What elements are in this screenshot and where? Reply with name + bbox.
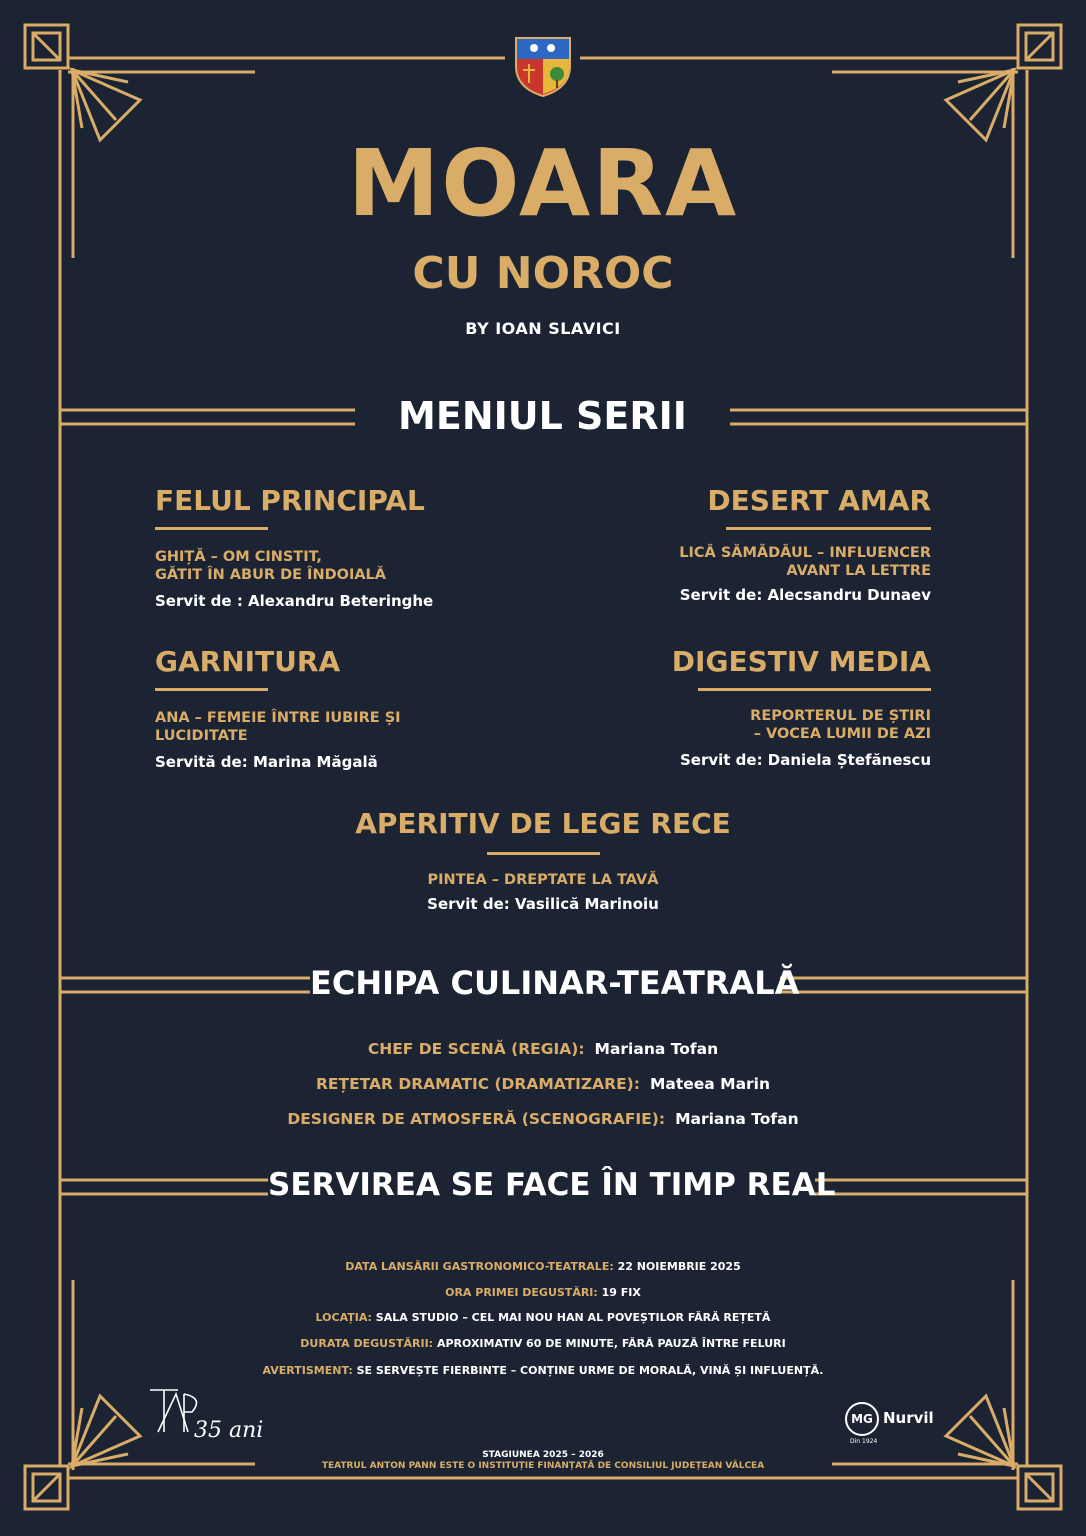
anniversary-text: 35 ani [194, 1418, 264, 1443]
sponsor-since: Din 1924 [850, 1438, 878, 1445]
mg-emblem-icon: MG [845, 1402, 879, 1436]
dish-title: GARNITURA [155, 645, 341, 678]
crew-row-dramatization [0, 1075, 1086, 1093]
info-launch-date [0, 1260, 1086, 1273]
dish-description: REPORTERUL DE ȘTIRI – VOCEA LUMII DE AZI [750, 708, 931, 742]
dish-appetizer [300, 807, 786, 913]
author-byline: BY IOAN SLAVICI [465, 319, 621, 338]
info-label: DATA LANSĂRII GASTRONOMICO-TEATRALE: [345, 1260, 614, 1273]
info-duration [0, 1337, 1086, 1350]
crew-name: Mateea Marin [649, 1075, 771, 1093]
crew-role: REȚETAR DRAMATIC (DRAMATIZARE): [315, 1075, 640, 1093]
info-label: AVERTISMENT: [262, 1364, 353, 1377]
page-title: MOARA [347, 130, 739, 237]
info-value: 22 NOIEMBRIE 2025 [617, 1260, 741, 1273]
info-location [0, 1311, 1086, 1324]
dish-description: ANA – FEMEIE ÎNTRE IUBIRE ȘI LUCIDITATE [155, 710, 401, 744]
dish-title: DIGESTIV MEDIA [671, 645, 931, 678]
crew-role: CHEF DE SCENĂ (REGIA): [367, 1040, 585, 1058]
dish-served-by: Servit de: Daniela Ștefănescu [679, 751, 931, 769]
crew-name: Mariana Tofan [594, 1040, 719, 1058]
info-label: ORA PRIMEI DEGUSTĂRI: [445, 1286, 598, 1299]
info-value: SALA STUDIO – CEL MAI NOU HAN AL POVEȘTILOR FĂRĂ REȚETĂ [375, 1311, 771, 1324]
dish-description: LICĂ SĂMĂDĂUL – INFLUENCER AVANT LA LETTRE [679, 545, 931, 579]
serving-heading: SERVIREA SE FACE ÎN TIMP REAL [268, 1167, 836, 1203]
info-label: DURATA DEGUSTĂRII: [300, 1337, 434, 1350]
info-label: LOCAȚIA: [315, 1311, 372, 1324]
funding-text: TEATRUL ANTON PANN ESTE O INSTITUȚIE FINANȚATĂ DE CONSILIUL JUDEȚEAN VÂLCEA [321, 1461, 765, 1471]
dish-underline [155, 688, 268, 691]
info-start-time [0, 1286, 1086, 1299]
dish-served-by: Servit de: Alecsandru Dunaev [679, 586, 931, 604]
crew-heading: ECHIPA CULINAR-TEATRALĂ [310, 964, 800, 1002]
sponsor-logo [845, 1402, 945, 1446]
dish-underline [726, 527, 931, 530]
dish-served-by: Servit de: Vasilică Marinoiu [427, 895, 659, 913]
dish-description: PINTEA – DREPTATE LA TAVĂ [427, 872, 659, 888]
dish-underline [698, 688, 931, 691]
info-value: APROXIMATIV 60 DE MINUTE, FĂRĂ PAUZĂ ÎNTRE FELURI [436, 1337, 786, 1350]
crew-role: DESIGNER DE ATMOSFERĂ (SCENOGRAFIE): [287, 1110, 666, 1128]
sponsor-name: Nurvil [883, 1409, 934, 1427]
dish-served-by: Servită de: Marina Măgală [155, 753, 378, 771]
info-value: SE SERVEȘTE FIERBINTE – CONȚINE URME DE MORALĂ, VINĂ ȘI INFLUENȚĂ. [356, 1364, 824, 1377]
dish-title: DESERT AMAR [707, 484, 931, 517]
dish-digestif [560, 645, 931, 769]
crew-row-scenography [0, 1110, 1086, 1128]
coat-of-arms-icon [514, 36, 572, 98]
page-subtitle: CU NOROC [412, 248, 674, 299]
menu-heading: MENIUL SERII [398, 394, 687, 438]
dish-underline [487, 852, 600, 855]
crew-name: Mariana Tofan [675, 1110, 799, 1128]
info-value: 19 FIX [601, 1286, 641, 1299]
crew-row-director [0, 1040, 1086, 1058]
dish-title: APERITIV DE LEGE RECE [355, 807, 731, 840]
dish-underline [155, 527, 268, 530]
info-warning [0, 1364, 1086, 1377]
dish-garnish [155, 645, 401, 771]
dish-dessert [560, 484, 931, 604]
dish-title: FELUL PRINCIPAL [155, 484, 425, 517]
season-text: STAGIUNEA 2025 – 2026 [482, 1450, 604, 1460]
dish-description: GHIȚĂ – OM CINSTIT, GĂTIT ÎN ABUR DE ÎNDOIALĂ [155, 549, 387, 583]
dish-main-course [155, 484, 434, 610]
dish-served-by: Servit de : Alexandru Beteringhe [155, 592, 434, 610]
theatre-anniversary-logo [148, 1388, 268, 1448]
